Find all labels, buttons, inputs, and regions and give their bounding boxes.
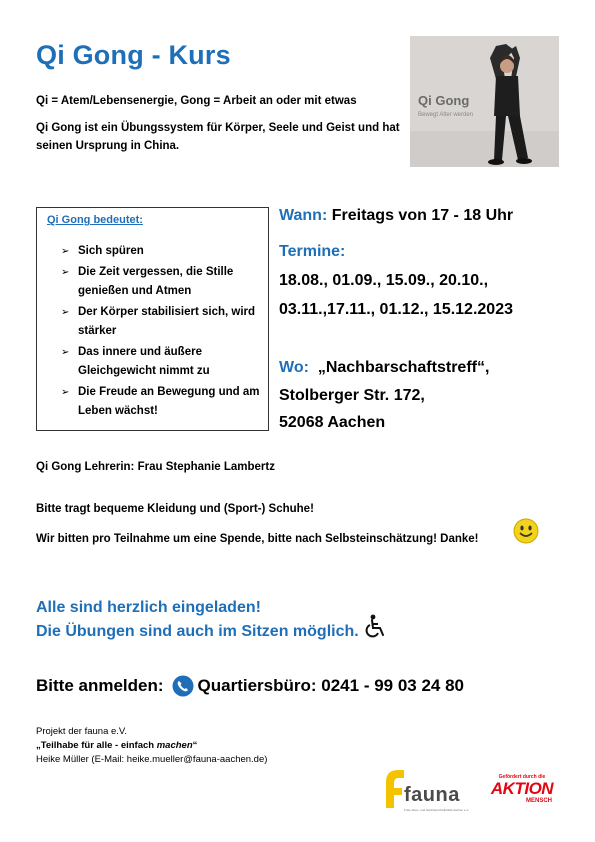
meaning-heading: Qi Gong bedeutet: bbox=[47, 214, 143, 226]
where-street: Stolberger Str. 172, bbox=[279, 387, 425, 404]
register-label: Bitte anmelden: bbox=[36, 676, 164, 695]
aktion-mensch-logo bbox=[486, 774, 558, 818]
where-label: Wo: bbox=[279, 359, 309, 376]
where-venue: „Nachbarschaftstreff“, bbox=[317, 359, 490, 376]
photo-brand: Qi Gong bbox=[418, 93, 470, 108]
arrow-bullet-icon: ➢ bbox=[61, 267, 70, 278]
phone-icon bbox=[172, 675, 194, 697]
qi-gong-photo bbox=[410, 36, 559, 167]
teacher-line: Qi Gong Lehrerin: Frau Stephanie Lambertz bbox=[36, 461, 275, 473]
fauna-subtitle: Freie Alten- und Nachbarschaftshilfe Aachen e.V. bbox=[404, 808, 470, 812]
arrow-bullet-icon: ➢ bbox=[61, 307, 70, 318]
arrow-bullet-icon: ➢ bbox=[61, 387, 70, 398]
qi-description: Qi Gong ist ein Übungssystem für Körper, Seele und Geist und hat seinen Ursprung in China. bbox=[36, 122, 400, 152]
where-city: 52068 Aachen bbox=[279, 414, 386, 431]
aktion-wordmark: AKTION bbox=[490, 779, 554, 798]
list-item: ➢ Das innere und äußere Gleichgewicht nimmt zu bbox=[61, 343, 261, 381]
when-value: Freitags von 17 - 18 Uhr bbox=[331, 207, 514, 224]
footer-line-1: Projekt der fauna e.V. bbox=[36, 726, 128, 737]
qi-definition: Qi = Atem/Lebensenergie, Gong = Arbeit an oder mit etwas bbox=[36, 95, 357, 107]
office-phone: Quartiersbüro: 0241 - 99 03 24 80 bbox=[197, 676, 465, 695]
clothing-line: Bitte tragt bequeme Kleidung und (Sport-) Schuhe! bbox=[36, 503, 314, 515]
list-item: ➢ Die Freude an Bewegung und am Leben wächst! bbox=[61, 383, 261, 421]
meaning-box bbox=[36, 207, 269, 431]
photo-slogan: Bewegt Alter werden bbox=[418, 112, 474, 118]
page-title: Qi Gong - Kurs bbox=[36, 40, 231, 70]
list-item: ➢ Der Körper stabilisiert sich, wird stärker bbox=[61, 303, 261, 341]
wheelchair-icon bbox=[365, 614, 387, 638]
footer bbox=[36, 725, 267, 767]
footer-contact: Heike Müller (E-Mail: heike.mueller@fauna-aachen.de) bbox=[36, 754, 268, 765]
footer-line-2: „Teilhabe für alle - einfach machen“ bbox=[36, 740, 198, 751]
invite-line-2: Die Übungen sind auch im Sitzen möglich. bbox=[36, 620, 387, 644]
when-line bbox=[279, 207, 579, 225]
donation-line: Wir bitten pro Teilnahme um eine Spende, bitte nach Selbsteinschätzung! Danke! bbox=[36, 533, 479, 545]
dates-line-1: 18.08., 01.09., 15.09., 20.10., bbox=[279, 272, 489, 289]
fauna-wordmark: fauna bbox=[404, 784, 460, 806]
register-line bbox=[36, 675, 464, 697]
meaning-list bbox=[61, 242, 261, 423]
fauna-logo bbox=[382, 768, 472, 816]
arrow-bullet-icon: ➢ bbox=[61, 246, 70, 257]
invite-line-1: Alle sind herzlich eingeladen! bbox=[36, 599, 261, 616]
invitation bbox=[36, 596, 387, 644]
arrow-bullet-icon: ➢ bbox=[61, 347, 70, 358]
dates-label: Termine: bbox=[279, 243, 346, 260]
list-item: ➢ Die Zeit vergessen, die Stille genießen und Atmen bbox=[61, 263, 261, 301]
mensch-wordmark: MENSCH bbox=[525, 798, 552, 804]
aktion-top-text: Gefördert durch die bbox=[498, 774, 546, 780]
smiley-icon bbox=[513, 518, 539, 544]
dates-line-2: 03.11.,17.11., 01.12., 15.12.2023 bbox=[279, 301, 513, 318]
list-item: ➢ Sich spüren bbox=[61, 242, 261, 261]
when-label: Wann: bbox=[279, 207, 328, 224]
where-line bbox=[279, 355, 579, 381]
